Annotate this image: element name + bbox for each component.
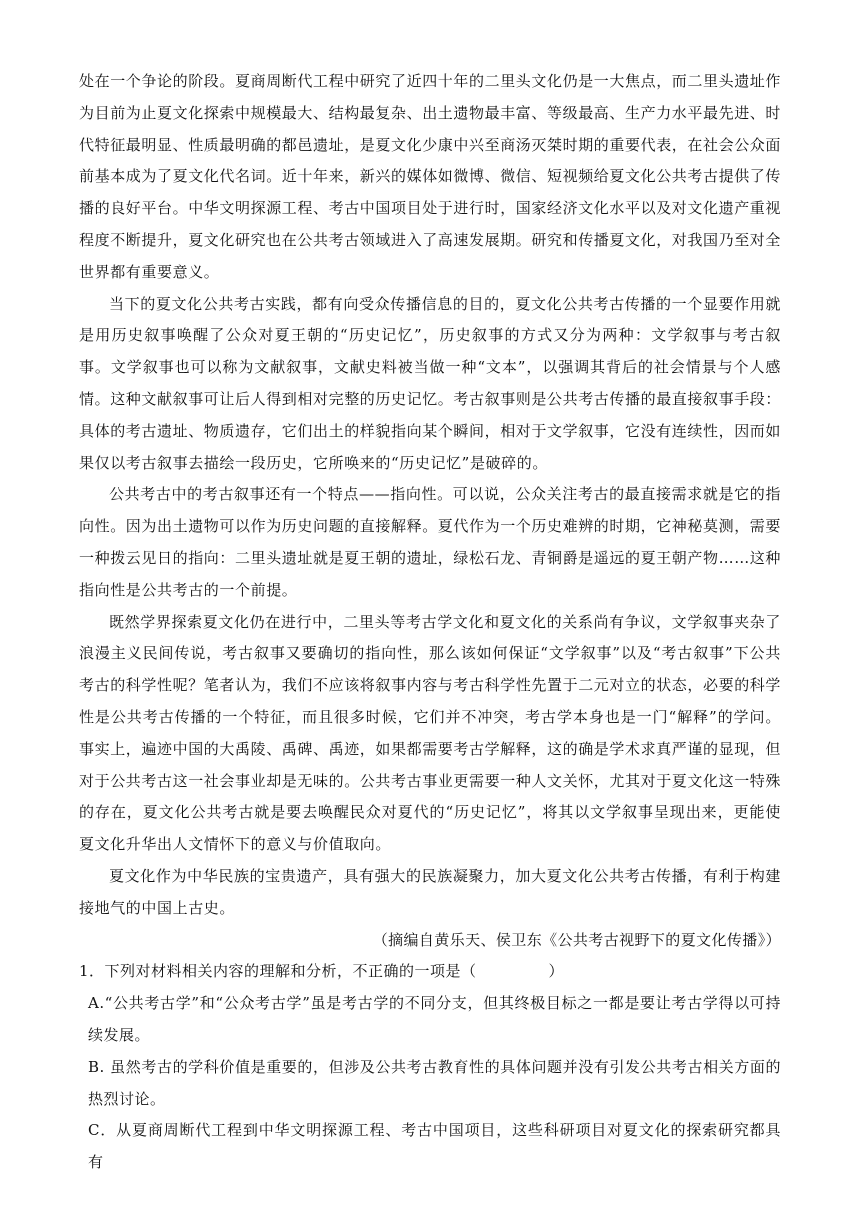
source-citation: （摘编自黄乐天、侯卫东《公共考古视野下的夏文化传播》） <box>372 930 781 949</box>
paragraph-3: 公共考古中的考古叙事还有一个特点——指向性。可以说，公众关注考古的最直接需求就是它的指向性。因为出土遗物可以作为历史问题的直接解释。夏代作为一个历史难辨的时期，它神秘莫测，需要一种拨云见日的指向：二里头遗址就是夏王朝的遗址，绿松石龙、青铜爵是遥远的夏王朝产物……这种指向性是公共考古的一个前提。 <box>79 485 782 599</box>
document-page <box>79 66 781 1179</box>
option-a: A.“公共考古学”和“公众考古学”虽是考古学的不同分支，但其终极目标之一都是要让考古学得以可持续发展。 <box>88 994 781 1044</box>
paragraph-2: 当下的夏文化公共考古实践，都有向受众传播信息的目的，夏文化公共考古传播的一个显要作用就是用历史叙事唤醒了公众对夏王朝的“历史记忆”，历史叙事的方式又分为两种：文学叙事与考古叙事。文学叙事也可以称为文献叙事，文献史料被当做一种“文本”，以强调其背后的社会情景与个人感情。这种文献叙事可让后人得到相对完整的历史记忆。考古叙事则是公共考古传播的最直接叙事手段：具体的考古遗址、物质遗存，它们出土的样貌指向某个瞬间，相对于文学叙事，它没有连续性，因而如果仅以考古叙事去描绘一段历史，它所唤来的“历史记忆”是破碎的。 <box>79 294 782 472</box>
question-stem-close: ） <box>548 962 565 981</box>
option-b: B. 虽然考古的学科价值是重要的，但涉及公共考古教育性的具体问题并没有引发公共考古相关方面的热烈讨论。 <box>88 1057 781 1108</box>
paragraph-5: 夏文化作为中华民族的宝贵遗产，具有强大的民族凝聚力，加大夏文化公共考古传播，有利于构建接地气的中国上古史。 <box>79 866 781 917</box>
option-c: C．从夏商周断代工程到中华文明探源工程、考古中国项目，这些科研项目对夏文化的探索研究都具有 <box>88 1121 781 1172</box>
paragraph-1: 处在一个争论的阶段。夏商周断代工程中研究了近四十年的二里头文化仍是一大焦点，而二里头遗址作为目前为止夏文化探索中规模最大、结构最复杂、出土遗物最丰富、等级最高、生产力水平最先进、时代特征最明显、性质最明确的都邑遗址，是夏文化少康中兴至商汤灭桀时期的重要代表，在社会公众面前基本成为了夏文化代名词。近十年来，新兴的媒体如微博、微信、短视频给夏文化公共考古提供了传播的良好平台。中华文明探源工程、考古中国项目处于进行时，国家经济文化水平以及对文化遗产重视程度不断提升，夏文化研究也在公共考古领域进入了高速发展期。研究和传播夏文化，对我国乃至对全世界都有重要意义。 <box>79 72 782 281</box>
question-stem <box>79 956 781 988</box>
question-stem-text: 1．下列对材料相关内容的理解和分析，不正确的一项是（ <box>79 962 477 981</box>
paragraph-4: 既然学界探索夏文化仍在进行中，二里头等考古学文化和夏文化的关系尚有争议，文学叙事夹杂了浪漫主义民间传说，考古叙事又要确切的指向性，那么该如何保证“文学叙事”以及“考古叙事”下公共考古的科学性呢？笔者认为，我们不应该将叙事内容与考古科学性先置于二元对立的状态，必要的科学性是公共考古传播的一个特征，而且很多时候，它们并不冲突，考古学本身也是一门“解释”的学问。事实上，遍迹中国的大禹陵、禹碑、禹迹，如果都需要考古学解释，这的确是学术求真严谨的显现，但对于公共考古这一社会事业却是无味的。公共考古事业更需要一种人文关怀，尤其对于夏文化这一特殊的存在，夏文化公共考古就是要去唤醒民众对夏代的“历史记忆”，将其以文学叙事呈现出来，更能使夏文化升华出人文情怀下的意义与价值取向。 <box>79 612 782 854</box>
